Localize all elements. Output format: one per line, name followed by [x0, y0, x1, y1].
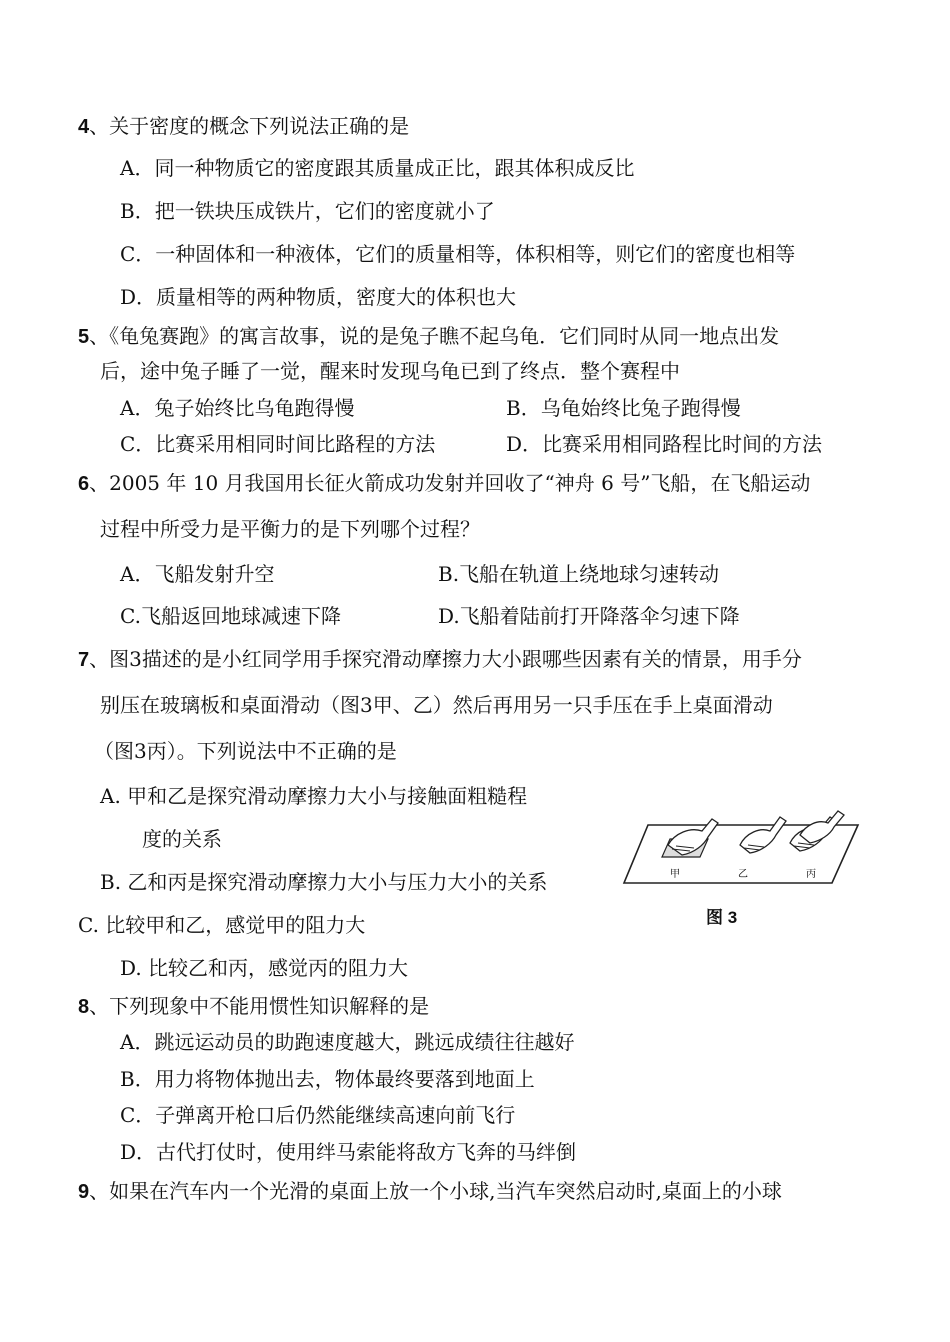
question-text: 、关于密度的概念下列说法正确的是	[89, 114, 410, 138]
option-c: C．子弹离开枪口后仍然能继续高速向前飞行	[120, 1103, 516, 1127]
option-a: A．同一种物质它的密度跟其质量成正比，跟其体积成反比	[120, 156, 635, 180]
option-c: C．一种固体和一种液体，它们的质量相等，体积相等，则它们的密度也相等	[120, 242, 796, 266]
question-7-stem	[78, 646, 802, 673]
question-5-stem-cont: 后，途中兔子睡了一觉，醒来时发现乌龟已到了终点．整个赛程中	[100, 359, 680, 383]
option-c: C. 比较甲和乙，感觉甲的阻力大	[78, 913, 366, 937]
option-d: D．比赛采用相同路程比时间的方法	[506, 432, 823, 456]
question-9-stem	[78, 1178, 782, 1205]
question-7-stem-cont-2: （图3丙）。下列说法中不正确的是	[94, 739, 397, 763]
question-5-stem	[78, 323, 779, 350]
option-d: D．古代打仗时，使用绊马索能将敌方飞奔的马绊倒	[120, 1140, 577, 1164]
question-text: 、《龟兔赛跑》的寓言故事，说的是兔子瞧不起乌龟．它们同时从同一地点出发	[89, 324, 780, 348]
option-a: A．飞船发射升空	[120, 562, 275, 586]
figure-3-illustration	[620, 805, 860, 890]
question-number: 7	[78, 649, 90, 671]
question-4-stem	[78, 113, 409, 140]
option-a: A. 甲和乙是探究滑动摩擦力大小与接触面粗糙程	[100, 784, 528, 808]
question-6-stem	[78, 470, 810, 497]
question-number: 9	[78, 1181, 90, 1203]
figure-caption: 图 3	[706, 908, 738, 927]
figure-label-bing: 丙	[806, 869, 816, 880]
question-number: 6	[78, 473, 90, 495]
option-c: C.飞船返回地球减速下降	[120, 604, 341, 628]
figure-label-jia: 甲	[670, 869, 680, 880]
option-a: A．兔子始终比乌龟跑得慢	[120, 396, 355, 420]
question-7-stem-cont: 别压在玻璃板和桌面滑动（图3甲、乙）然后再用另一只手压在手上桌面滑动	[100, 693, 773, 717]
question-text: 、如果在汽车内一个光滑的桌面上放一个小球,当汽车突然启动时,桌面上的小球	[89, 1179, 782, 1203]
option-b: B．乌龟始终比兔子跑得慢	[506, 396, 741, 420]
question-text: 、下列现象中不能用惯性知识解释的是	[89, 994, 430, 1018]
option-b: B．用力将物体抛出去，物体最终要落到地面上	[120, 1067, 535, 1091]
question-text: 、图3描述的是小红同学用手探究滑动摩擦力大小跟哪些因素有关的情景，用手分	[89, 647, 802, 671]
option-b: B. 乙和丙是探究滑动摩擦力大小与压力大小的关系	[100, 870, 548, 894]
option-a: A．跳远运动员的助跑速度越大，跳远成绩往往越好	[120, 1030, 575, 1054]
question-8-stem	[78, 993, 429, 1020]
option-d: D. 比较乙和丙，感觉丙的阻力大	[120, 956, 409, 980]
option-d: D.飞船着陆前打开降落伞匀速下降	[438, 604, 740, 628]
question-6-stem-cont: 过程中所受力是平衡力的是下列哪个过程？	[100, 517, 480, 541]
option-b: B.飞船在轨道上绕地球匀速转动	[438, 562, 720, 586]
option-d: D．质量相等的两种物质，密度大的体积也大	[120, 285, 517, 309]
question-number: 4	[78, 116, 90, 138]
figure-label-yi: 乙	[738, 869, 748, 880]
option-c: C．比赛采用相同时间比路程的方法	[120, 432, 436, 456]
question-text: 、2005 年 10 月我国用长征火箭成功发射并回收了“神舟 6 号”飞船，在飞船运动	[89, 471, 811, 495]
option-b: B．把一铁块压成铁片，它们的密度就小了	[120, 199, 495, 223]
option-a-cont: 度的关系	[142, 827, 222, 851]
question-number: 8	[78, 996, 90, 1018]
question-number: 5	[78, 326, 90, 348]
